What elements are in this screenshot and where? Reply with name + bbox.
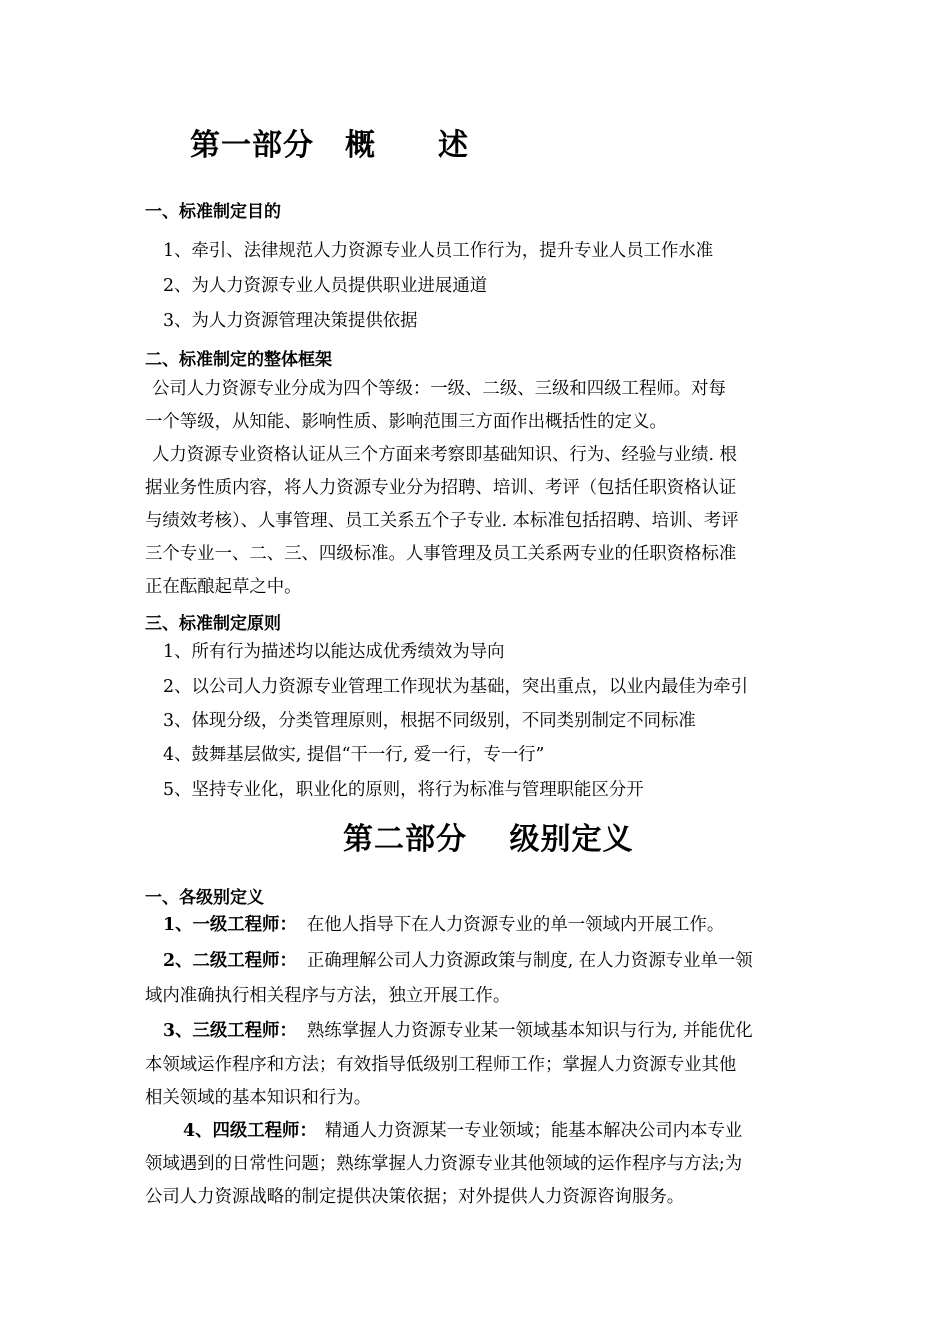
level-4-label: 4、四级工程师： <box>183 1121 317 1141</box>
section2-heading: 二、标准制定的整体框架 <box>145 350 332 370</box>
purpose-item-2: 2、为人力资源专业人员提供职业进展通道 <box>163 276 488 296</box>
level-3-label: 3、三级工程师： <box>163 1021 297 1041</box>
level-1-line-1 <box>163 915 724 935</box>
part2-title: 第二部分 级别定义 <box>343 822 634 857</box>
level-1-text: 在他人指导下在人力资源专业的单一领域内开展工作。 <box>306 915 725 935</box>
level-4-text-2: 领域遇到的日常性问题；熟练掌握人力资源专业其他领域的运作程序与方法;为 <box>145 1154 743 1174</box>
level-4-line-1 <box>183 1121 742 1141</box>
level-3-text-2: 本领域运作程序和方法；有效指导低级别工程师工作；掌握人力资源专业其他 <box>145 1055 737 1075</box>
level-4-text-1: 精通人力资源某一专业领域；能基本解决公司内本专业 <box>324 1121 743 1141</box>
level-2-line-1 <box>163 951 753 971</box>
framework-line-2: 一个等级，从知能、影响性质、影响范围三方面作出概括性的定义。 <box>145 412 667 432</box>
level-2-text-2: 域内准确执行相关程序与方法，独立开展工作。 <box>145 986 511 1006</box>
level-3-text-1: 熟练掌握人力资源专业某一领域基本知识与行为, 并能优化 <box>306 1021 753 1041</box>
part1-title: 第一部分 概 述 <box>190 128 469 163</box>
level-3-line-1 <box>163 1021 753 1041</box>
section1-heading: 一、标准制定目的 <box>145 202 281 222</box>
purpose-item-1: 1、牵引、法律规范人力资源专业人员工作行为，提升专业人员工作水准 <box>163 241 714 261</box>
level-3-text-3: 相关领域的基本知识和行为。 <box>145 1088 372 1108</box>
section3-heading: 三、标准制定原则 <box>145 614 281 634</box>
framework-line-6: 三个专业一、二、三、四级标准。人事管理及员工关系两专业的任职资格标准 <box>145 544 737 564</box>
purpose-item-3: 3、为人力资源管理决策提供依据 <box>163 311 418 331</box>
principle-item-2: 2、以公司人力资源专业管理工作现状为基础，突出重点，以业内最佳为牵引 <box>163 677 748 697</box>
framework-line-5: 与绩效考核）、人事管理、员工关系五个子专业. 本标准包括招聘、培训、考评 <box>145 511 739 531</box>
level-1-label: 1、一级工程师： <box>163 915 297 935</box>
level-4-text-3: 公司人力资源战略的制定提供决策依据；对外提供人力资源咨询服务。 <box>145 1187 685 1207</box>
level-2-label: 2、二级工程师： <box>163 951 297 971</box>
principle-item-4: 4、鼓舞基层做实, 提倡“干一行, 爱一行，专一行” <box>163 745 545 765</box>
framework-line-4: 据业务性质内容，将人力资源专业分为招聘、培训、考评（包括任职资格认证 <box>145 478 737 498</box>
framework-line-7: 正在酝酿起草之中。 <box>145 577 302 597</box>
framework-line-1: 公司人力资源专业分成为四个等级：一级、二级、三级和四级工程师。对每 <box>152 379 726 399</box>
level-section-heading: 一、各级别定义 <box>145 888 264 908</box>
principle-item-3: 3、体现分级，分类管理原则，根据不同级别，不同类别制定不同标准 <box>163 711 696 731</box>
principle-item-1: 1、所有行为描述均以能达成优秀绩效为导向 <box>163 642 505 662</box>
level-2-text-1: 正确理解公司人力资源政策与制度, 在人力资源专业单一领 <box>306 951 753 971</box>
principle-item-5: 5、坚持专业化，职业化的原则，将行为标准与管理职能区分开 <box>163 780 644 800</box>
framework-line-3: 人力资源专业资格认证从三个方面来考察即基础知识、行为、经验与业绩. 根 <box>152 445 737 465</box>
